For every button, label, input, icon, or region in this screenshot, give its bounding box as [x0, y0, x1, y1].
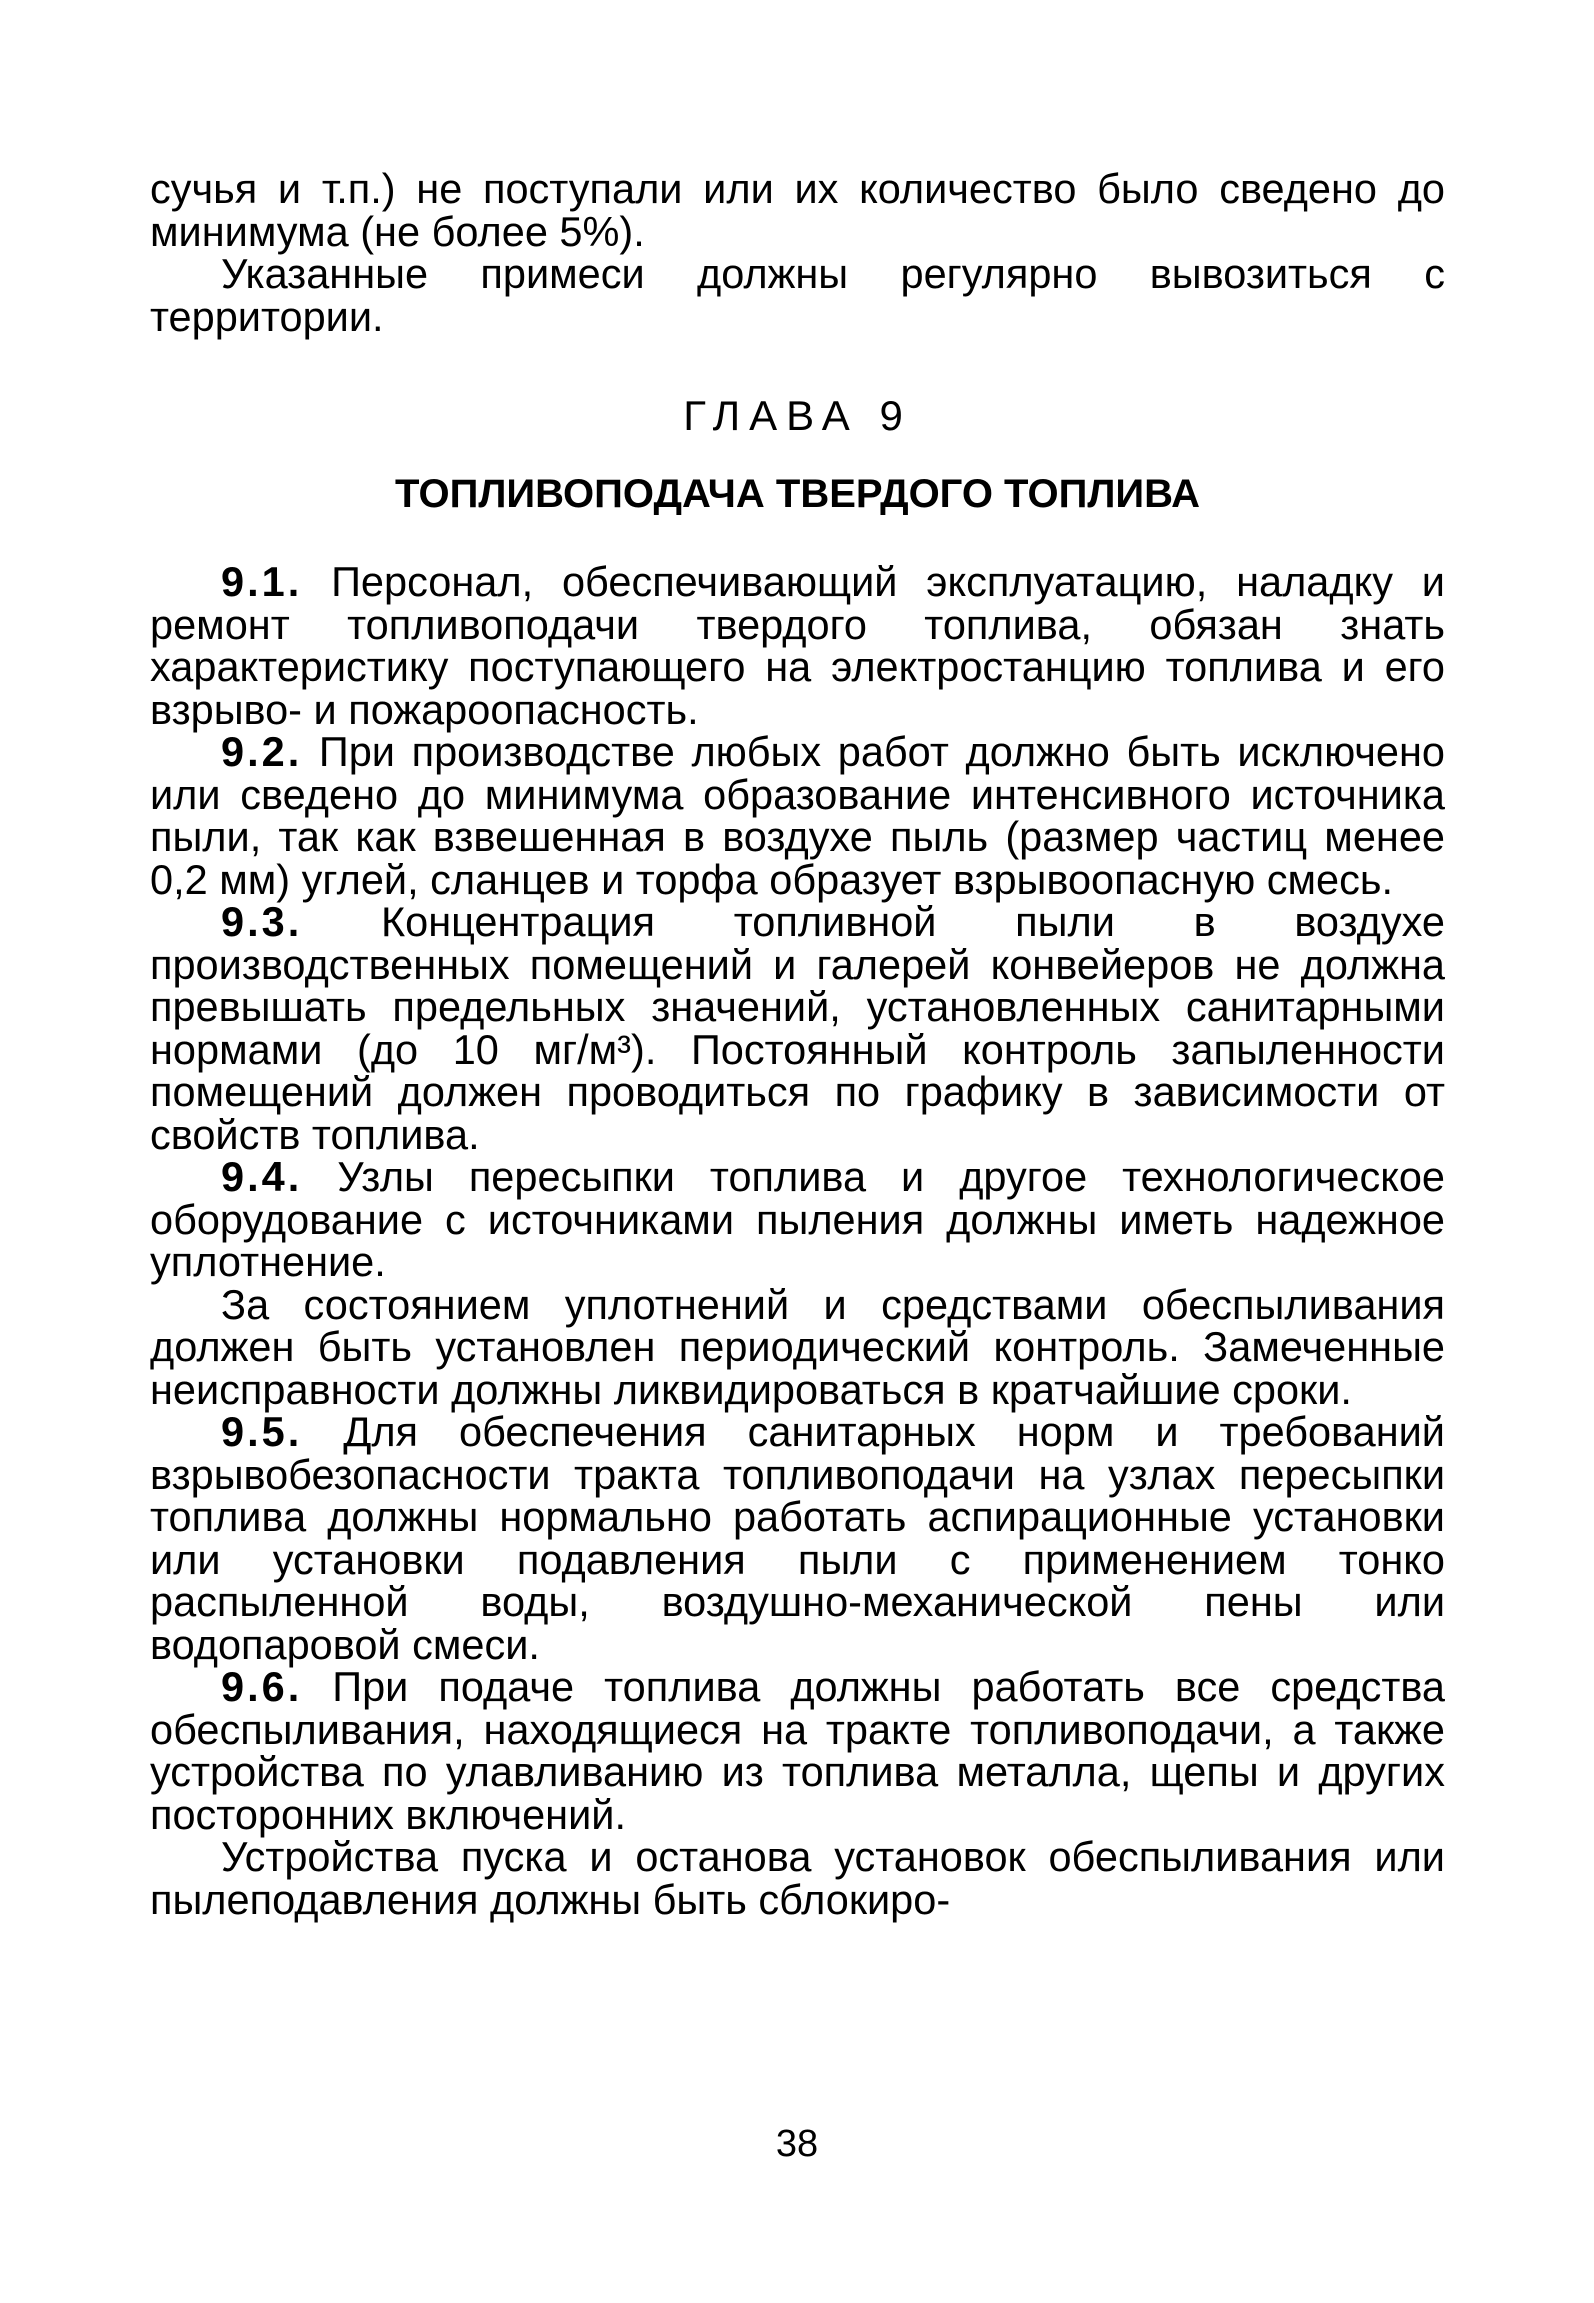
section-9-3	[150, 898, 1445, 1158]
section-number: 9.3.	[221, 898, 303, 945]
section-text: Узлы пересыпки топлива и другое технологическое оборудование с источниками пыления должны иметь надежное уплотнение.	[150, 1153, 1445, 1285]
section-9-6	[150, 1663, 1445, 1838]
section-9-5	[150, 1408, 1445, 1668]
section-text: Концентрация топливной пыли в воздухе производственных помещений и галерей конвейеров не должна превышать предельных значений, установленных санитарными нормами (до 10 мг/м³). Постоянный контроль запыленности помещений должен проводиться по графику в зависимости от свойств топлива.	[150, 898, 1445, 1158]
intro-paragraph-impurities: Указанные примеси должны регулярно вывозиться с территории.	[150, 250, 1445, 340]
section-number: 9.1.	[221, 558, 303, 605]
section-number: 9.4.	[221, 1153, 303, 1200]
section-number: 9.2.	[221, 728, 303, 775]
section-9-2	[150, 728, 1446, 903]
section-9-4-continuation: За состоянием уплотнений и средствами обеспыливания должен быть установлен периодический контроль. Замеченные неисправности должны ликвидироваться в кратчайшие сроки.	[150, 1280, 1445, 1413]
section-number: 9.6.	[221, 1663, 303, 1710]
section-9-4	[150, 1153, 1445, 1285]
section-text: При подаче топлива должны работать все средства обеспыливания, находящиеся на тракте топливоподачи, а также устройства по улавливанию из топлива металла, щепы и других посторонних включений.	[150, 1663, 1445, 1838]
chapter-title: ТОПЛИВОПОДАЧА ТВЕРДОГО ТОПЛИВА	[395, 472, 1200, 516]
section-9-6-continuation: Устройства пуска и останова установок обеспыливания или пылеподавления должны быть сблокиро-	[150, 1833, 1445, 1923]
section-number: 9.5.	[221, 1408, 303, 1455]
intro-paragraph-continuation: сучья и т.п.) не поступали или их количество было сведено до минимума (не более 5%).	[150, 165, 1445, 255]
section-text: Для обеспечения санитарных норм и требований взрывобезопасности тракта топливоподачи на узлах пересыпки топлива должны нормально работать аспирационные установки или установки подавления пыли с применением тонко распыленной воды, воздушно-механической пены или водопаровой смеси.	[150, 1408, 1445, 1668]
section-text: При производстве любых работ должно быть исключено или сведено до минимума образование интенсивного источника пыли, так как взвешенная в воздухе пыль (размер частиц менее 0,2 мм) углей, сланцев и торфа образует взрывоопасную смесь.	[150, 728, 1446, 903]
chapter-label: ГЛАВА 9	[683, 392, 912, 439]
document-page	[150, 165, 1446, 1923]
section-text: Персонал, обеспечивающий эксплуатацию, наладку и ремонт топливоподачи твердого топлива, обязан знать характеристику поступающего на электростанцию топлива и его взрыво- и пожароопасность.	[150, 558, 1445, 733]
page-number: 38	[775, 2123, 819, 2165]
section-9-1	[150, 558, 1445, 733]
